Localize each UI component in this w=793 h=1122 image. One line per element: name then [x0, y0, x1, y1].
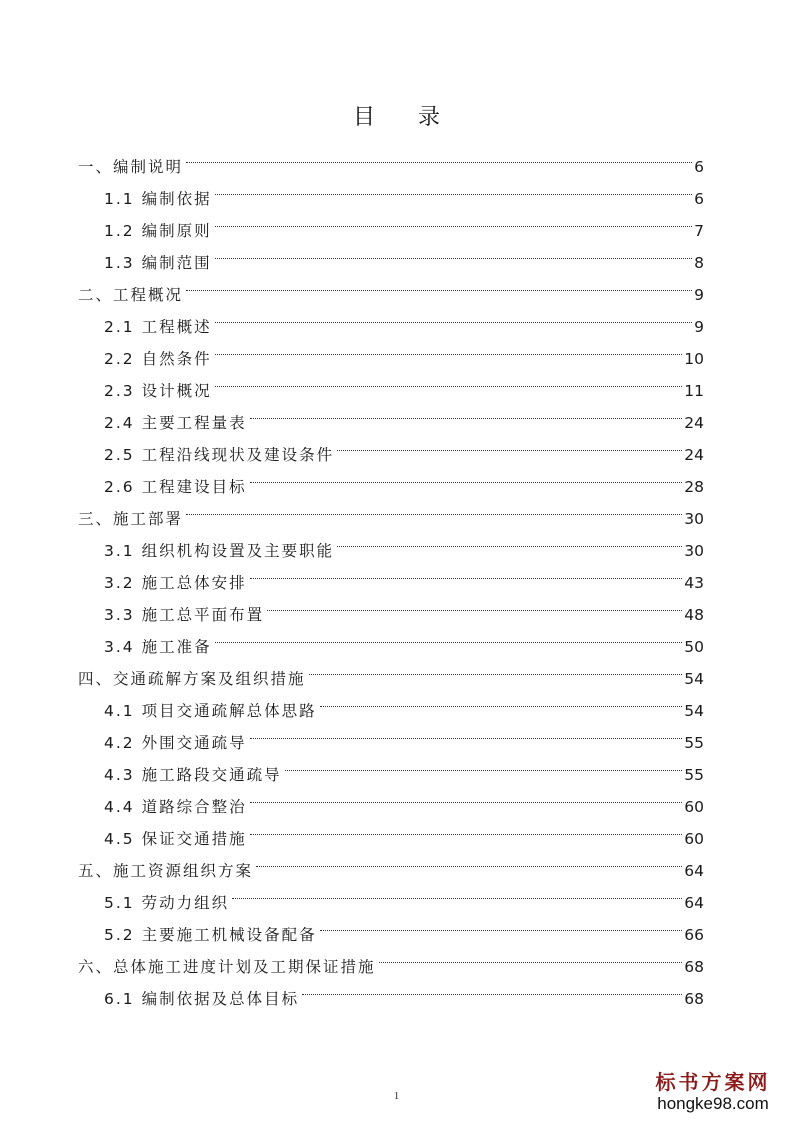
- toc-dot-leader: [337, 524, 682, 556]
- toc-entry[interactable]: [78, 140, 704, 176]
- toc-entry-label: 四、交通疏解方案及组织措施: [78, 670, 306, 688]
- toc-entry-page-number: 24: [684, 446, 704, 464]
- toc-dot-leader: [186, 140, 692, 172]
- toc-dot-leader: [215, 620, 683, 652]
- toc-entry-page-number: 7: [694, 222, 704, 240]
- toc-entry-page-number: 48: [684, 606, 704, 624]
- toc-dot-leader: [302, 972, 682, 1004]
- toc-entry-page-number: 28: [684, 478, 704, 496]
- toc-dot-leader: [215, 332, 683, 364]
- toc-entry-page-number: 9: [694, 286, 704, 304]
- watermark-url: hongke98.com: [657, 1094, 769, 1113]
- toc-dot-leader: [320, 908, 683, 940]
- toc-dot-leader: [250, 716, 683, 748]
- toc-entry-page-number: 8: [694, 254, 704, 272]
- toc-entry-label: 2.4 主要工程量表: [104, 414, 247, 432]
- toc-dot-leader: [215, 172, 693, 204]
- toc-dot-leader: [250, 812, 683, 844]
- toc-entry-label: 2.6 工程建设目标: [104, 478, 247, 496]
- toc-dot-leader: [186, 268, 692, 300]
- toc-dot-leader: [215, 300, 693, 332]
- toc-entry-page-number: 43: [684, 574, 704, 592]
- toc-entry-label: 1.2 编制原则: [104, 222, 212, 240]
- toc-dot-leader: [309, 652, 683, 684]
- toc-entry-label: 二、工程概况: [78, 286, 184, 304]
- toc-entry-page-number: 68: [684, 958, 704, 976]
- toc-entry-page-number: 54: [684, 670, 704, 688]
- toc-entry-label: 三、施工部署: [78, 510, 184, 528]
- toc-dot-leader: [215, 236, 693, 268]
- toc-entry-label: 4.5 保证交通措施: [104, 830, 247, 848]
- toc-entry-page-number: 6: [694, 158, 704, 176]
- watermark-logo: [643, 1070, 783, 1114]
- toc-entry-label: 4.4 道路综合整治: [104, 798, 247, 816]
- toc-entry-page-number: 64: [684, 894, 704, 912]
- toc-entry-label: 4.1 项目交通疏解总体思路: [104, 702, 317, 720]
- toc-entry-page-number: 68: [684, 990, 704, 1008]
- toc-dot-leader: [256, 844, 682, 876]
- toc-entry-page-number: 64: [684, 862, 704, 880]
- toc-dot-leader: [379, 940, 683, 972]
- toc-entry-page-number: 11: [684, 382, 704, 400]
- toc-entry-label: 3.1 组织机构设置及主要职能: [104, 542, 335, 560]
- toc-entry-page-number: 24: [684, 414, 704, 432]
- toc-entry-label: 一、编制说明: [78, 158, 184, 176]
- table-of-contents: [78, 140, 704, 1008]
- toc-entry-label: 3.3 施工总平面布置: [104, 606, 265, 624]
- toc-dot-leader: [250, 460, 683, 492]
- toc-entry-page-number: 66: [684, 926, 704, 944]
- toc-entry-label: 1.1 编制依据: [104, 190, 212, 208]
- toc-entry-page-number: 60: [684, 830, 704, 848]
- toc-entry-label: 6.1 编制依据及总体目标: [104, 990, 300, 1008]
- toc-dot-leader: [285, 748, 683, 780]
- toc-dot-leader: [215, 204, 693, 236]
- toc-entry-page-number: 55: [684, 766, 704, 784]
- toc-entry-label: 2.3 设计概况: [104, 382, 212, 400]
- toc-entry-label: 3.2 施工总体安排: [104, 574, 247, 592]
- toc-dot-leader: [232, 876, 682, 908]
- watermark-title: 标书方案网: [655, 1070, 771, 1094]
- toc-dot-leader: [337, 428, 682, 460]
- toc-entry-label: 五、施工资源组织方案: [78, 862, 254, 880]
- toc-entry-label: 4.2 外围交通疏导: [104, 734, 247, 752]
- toc-entry-label: 2.5 工程沿线现状及建设条件: [104, 446, 335, 464]
- toc-entry-page-number: 50: [684, 638, 704, 656]
- toc-entry-label: 六、总体施工进度计划及工期保证措施: [78, 958, 376, 976]
- toc-entry-page-number: 54: [684, 702, 704, 720]
- toc-dot-leader: [250, 396, 683, 428]
- toc-entry-label: 5.1 劳动力组织: [104, 894, 230, 912]
- toc-entry-label: 4.3 施工路段交通疏导: [104, 766, 282, 784]
- toc-entry-label: 5.2 主要施工机械设备配备: [104, 926, 317, 944]
- page-number: 1: [393, 1090, 400, 1102]
- toc-dot-leader: [215, 364, 683, 396]
- toc-entry-page-number: 30: [684, 542, 704, 560]
- toc-entry-page-number: 10: [684, 350, 704, 368]
- toc-dot-leader: [250, 780, 683, 812]
- toc-entry-label: 1.3 编制范围: [104, 254, 212, 272]
- toc-dot-leader: [267, 588, 682, 620]
- page-title: 目 录: [353, 105, 458, 130]
- toc-dot-leader: [186, 492, 682, 524]
- toc-dot-leader: [250, 556, 683, 588]
- toc-dot-leader: [320, 684, 683, 716]
- toc-entry-page-number: 6: [694, 190, 704, 208]
- toc-entry-page-number: 60: [684, 798, 704, 816]
- toc-entry-label: 2.2 自然条件: [104, 350, 212, 368]
- toc-entry-page-number: 30: [684, 510, 704, 528]
- toc-entry-page-number: 9: [694, 318, 704, 336]
- toc-entry-label: 2.1 工程概述: [104, 318, 212, 336]
- toc-entry-page-number: 55: [684, 734, 704, 752]
- toc-entry-label: 3.4 施工准备: [104, 638, 212, 656]
